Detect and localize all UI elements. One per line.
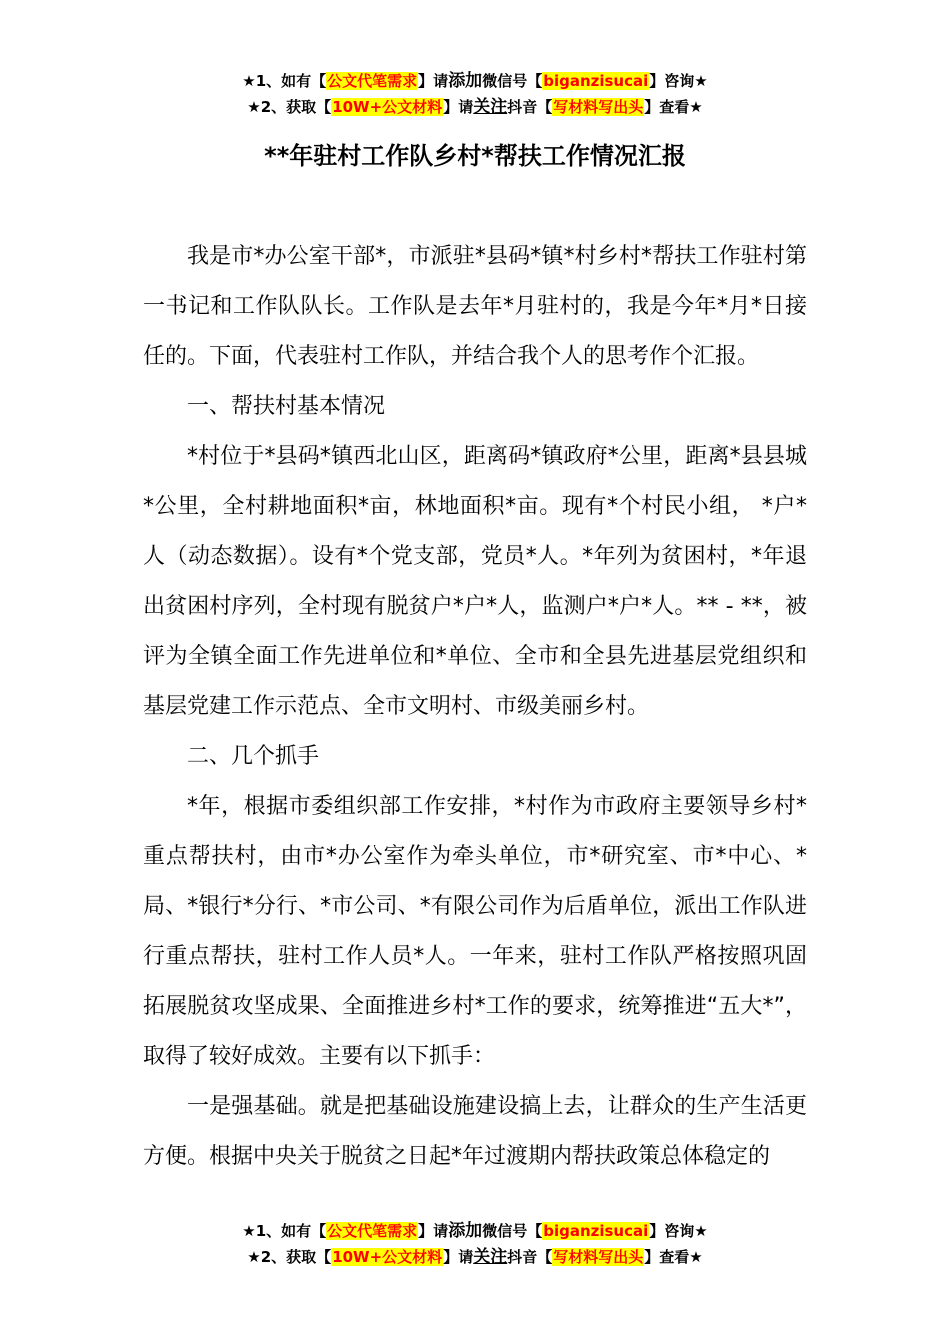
banner-text: ★2、获取【 [247,98,332,116]
banner-text: 】查看★ [644,1248,703,1266]
banner-emphasis: 关注 [473,97,508,117]
banner-highlight: 10W+公文材料 [332,1248,443,1266]
banner-highlight: 公文代笔需求 [327,72,418,90]
paragraph: *村位于*县码*镇西北山区，距离码*镇政府*公里，距离*县县城*公里，全村耕地面积*亩，林地面积*亩。现有*个村民小组， *户*人（动态数据）。设有*个党支部，党员*人。*年列为贫困村，*年退出贫困村序列，全村现有脱贫户*户*人，监测户*户*人。** - **，被评为全镇全面工作先进单位和*单位、全市和全县先进基层党组织和基层党建工作示范点、全市文明村、市级美丽乡村。 [143,444,807,719]
banner-emphasis: 添加 [448,1221,483,1241]
banner-text: 】请 [443,98,474,116]
paragraph: 一是强基础。就是把基础设施建设搞上去，让群众的生产生活更方便。根据中央关于脱贫之日起*年过渡期内帮扶政策总体稳定的 [143,1094,807,1169]
paragraph: *年，根据市委组织部工作安排，*村作为市政府主要领导乡村*重点帮扶村，由市*办公室作为牵头单位，市*研究室、市*中心、*局、*银行*分行、*市公司、*有限公司作为后盾单位，派出工作队进行重点帮扶，驻村工作人员*人。一年来，驻村工作队严格按照巩固拓展脱贫攻坚成果、全面推进乡村*工作的要求，统筹推进“五大*”，取得了较好成效。主要有以下抓手： [143,794,807,1069]
section-heading: 二、几个抓手 [187,744,320,769]
banner-text: 】咨询★ [649,1222,708,1240]
document-body [143,232,807,1182]
banner-highlight: 10W+公文材料 [332,98,443,116]
banner-text: ★2、获取【 [247,1248,332,1266]
header-banner [0,68,950,120]
banner-text: 】请 [418,72,449,90]
banner-text: 】请 [443,1248,474,1266]
banner-text: 】咨询★ [649,72,708,90]
banner-text: ★1、如有【 [242,72,327,90]
document-title: **年驻村工作队乡村*帮扶工作情况汇报 [264,142,686,170]
banner-text: 】查看★ [644,98,703,116]
banner-emphasis: 添加 [448,71,483,91]
banner-text: 】请 [418,1222,449,1240]
banner-highlight: 公文代笔需求 [327,1222,418,1240]
banner-text: 微信号【 [482,72,543,90]
banner-line-2 [0,94,950,120]
banner-text: 抖音【 [507,98,553,116]
banner-text: 抖音【 [507,1248,553,1266]
banner-text: ★1、如有【 [242,1222,327,1240]
banner-highlight: 写材料写出头 [553,98,644,116]
banner-line-1 [0,68,950,94]
banner-highlight: biganzisucai [543,1222,649,1240]
paragraph: 我是市*办公室干部*，市派驻*县码*镇*村乡村*帮扶工作驻村第一书记和工作队队长。工作队是去年*月驻村的，我是今年*月*日接任的。下面，代表驻村工作队，并结合我个人的思考作个汇报。 [143,244,807,369]
footer-banner [0,1218,950,1270]
banner-line-1 [0,1218,950,1244]
banner-text: 微信号【 [482,1222,543,1240]
banner-highlight: biganzisucai [543,72,649,90]
banner-line-2 [0,1244,950,1270]
section-heading: 一、帮扶村基本情况 [187,394,386,419]
banner-highlight: 写材料写出头 [553,1248,644,1266]
banner-emphasis: 关注 [473,1247,508,1267]
